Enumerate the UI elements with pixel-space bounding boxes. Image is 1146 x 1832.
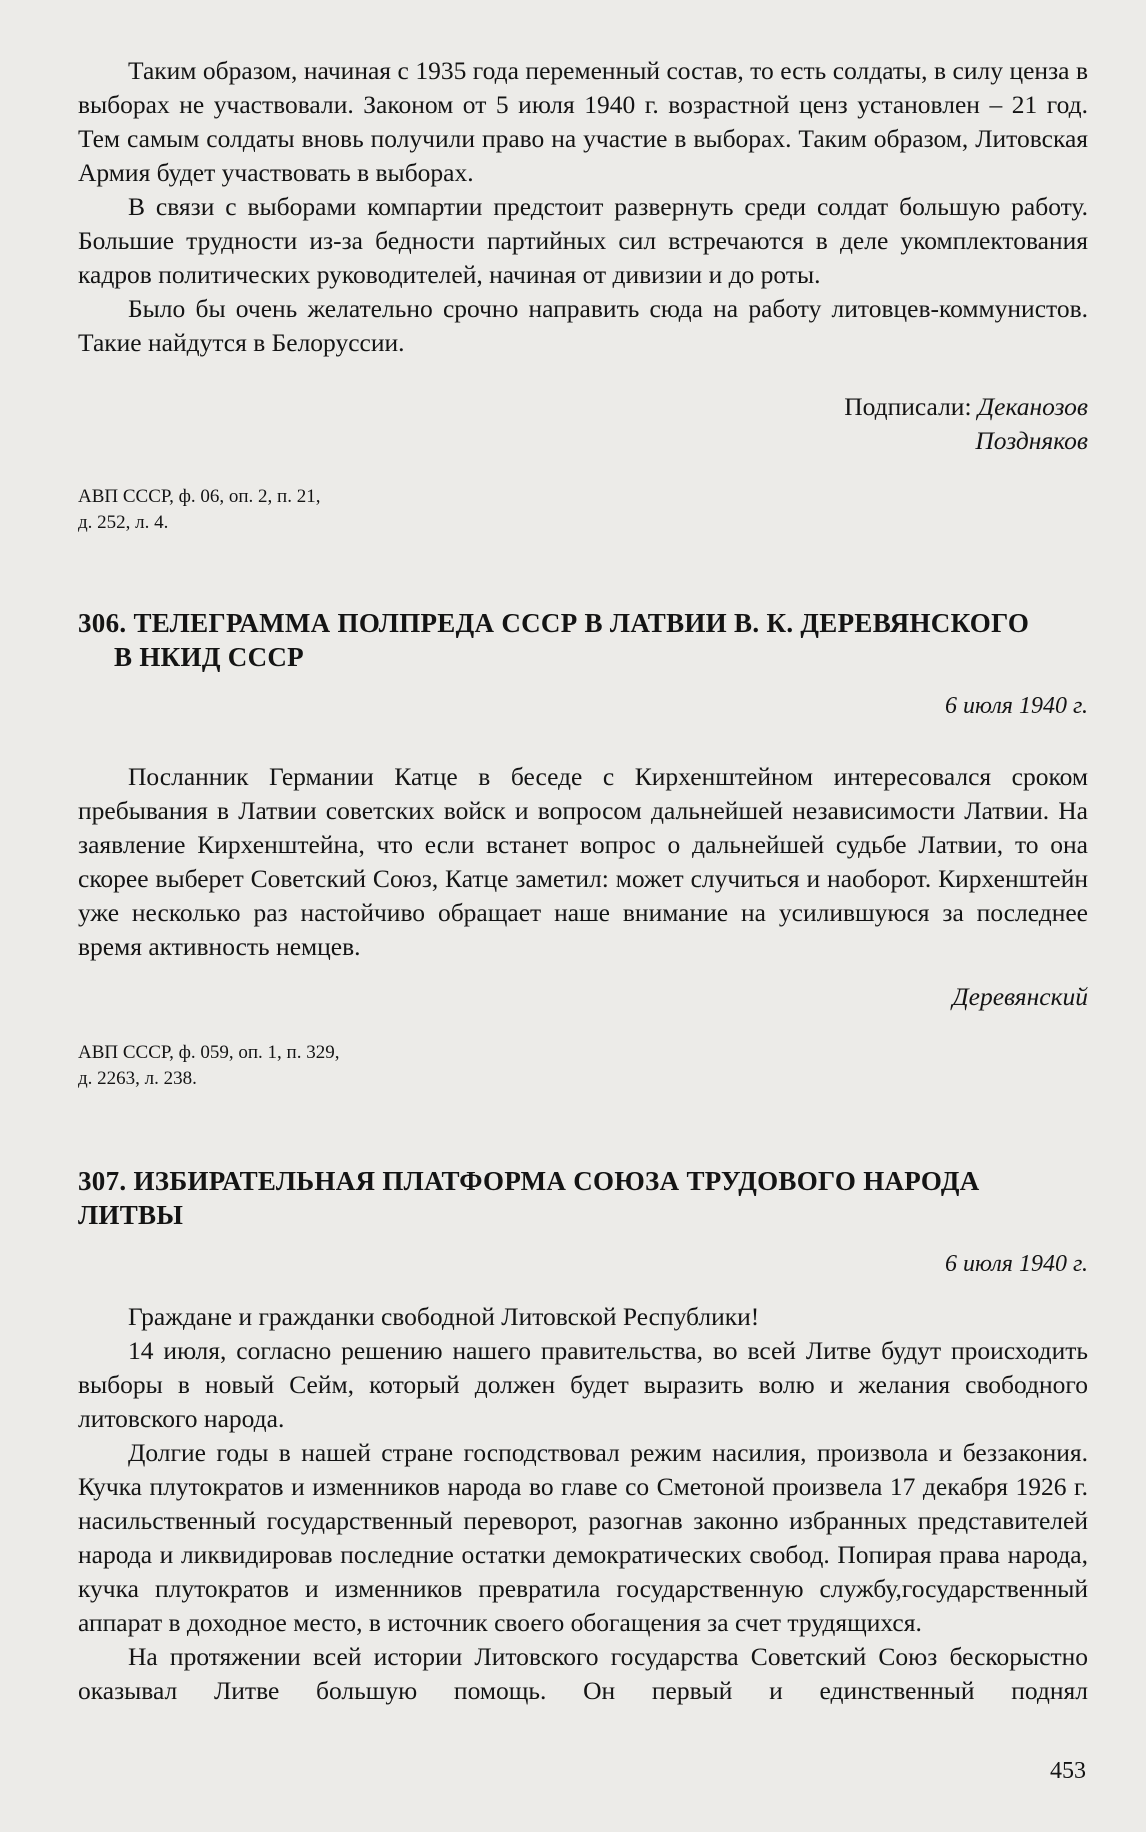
signer-name: Деревянский — [952, 982, 1088, 1011]
archive-source — [78, 1040, 1088, 1092]
heading-line: В НКИД СССР — [114, 642, 304, 672]
paragraph: Посланник Германии Катце в беседе с Кирхенштейном интересовался сроком пребывания в Латвии советских войск и вопросом дальнейшей независимости Латвии. На заявление Кирхенштейна, что если встанет вопрос о дальнейшей судьбе Латвии, то она скорее выберет Советский Союз, Катце заметил: может случиться и наоборот. Кирхенштейн уже несколько раз настойчиво обращает наше внимание на усилившуюся за последнее время активность немцев. — [78, 762, 1088, 961]
source-line: д. 252, л. 4. — [78, 512, 169, 533]
page-content — [78, 54, 1088, 1708]
signer-name: Деканозов — [977, 392, 1088, 421]
signature-block — [78, 980, 1088, 1014]
source-line: АВП СССР, ф. 06, оп. 2, п. 21, — [78, 486, 321, 507]
source-line: АВП СССР, ф. 059, оп. 1, п. 329, — [78, 1042, 340, 1063]
archive-source — [78, 484, 1088, 536]
paragraph: На протяжении всей истории Литовского государства Советский Союз бескорыстно оказывал Литве большую помощь. Он первый и единственный поднял — [78, 1642, 1088, 1705]
document-heading — [78, 1164, 1088, 1232]
source-line: д. 2263, л. 238. — [78, 1068, 197, 1089]
paragraph: Долгие годы в нашей стране господствовал режим насилия, произвола и беззакония. Кучка плутократов и изменников народа во главе со Сметоной произвела 17 декабря 1926 г. насильственный государственный переворот, разогнав законно избранных представителей народа и ликвидировав последние остатки демократических свобод. Попирая права народа, кучка плутократов и изменников превратила государственную службу,государственный аппарат в доходное место, в источник своего обогащения за счет трудящихся. — [78, 1438, 1088, 1637]
document-date: 6 июля 1940 г. — [945, 693, 1088, 719]
paragraph: В связи с выборами компартии предстоит развернуть среди солдат большую работу. Большие трудности из-за бедности партийных сил встречаются в деле укомплектования кадров политических руководителей, начиная от дивизии и до роты. — [78, 192, 1088, 289]
document-date: 6 июля 1940 г. — [945, 1251, 1088, 1277]
heading-line: 306. ТЕЛЕГРАММА ПОЛПРЕДА СССР В ЛАТВИИ В. К. ДЕРЕВЯНСКОГО — [78, 608, 1030, 638]
paragraph: 14 июля, согласно решению нашего правительства, во всей Литве будут происходить выборы в новый Сейм, который должен будет выразить волю и желания свободного литовского народа. — [78, 1336, 1088, 1433]
signed-label: Подписали: — [844, 392, 972, 421]
paragraph: Было бы очень желательно срочно направить сюда на работу литовцев-коммунистов. Такие найдутся в Белоруссии. — [78, 294, 1088, 357]
document-heading — [78, 606, 1088, 674]
paragraph: Таким образом, начиная с 1935 года переменный состав, то есть солдаты, в силу ценза в выборах не участвовали. Законом от 5 июля 1940 г. возрастной ценз установлен – 21 год. Тем самым солдаты вновь получили право на участие в выборах. Таким образом, Литовская Армия будет участвовать в выборах. — [78, 56, 1088, 187]
signer-name: Поздняков — [975, 426, 1088, 455]
salutation: Граждане и гражданки свободной Литовской Республики! — [128, 1302, 760, 1331]
page-number: 453 — [1050, 1758, 1086, 1784]
heading-line: 307. ИЗБИРАТЕЛЬНАЯ ПЛАТФОРМА СОЮЗА ТРУДОВОГО НАРОДА ЛИТВЫ — [78, 1166, 980, 1230]
signature-block — [78, 390, 1088, 458]
